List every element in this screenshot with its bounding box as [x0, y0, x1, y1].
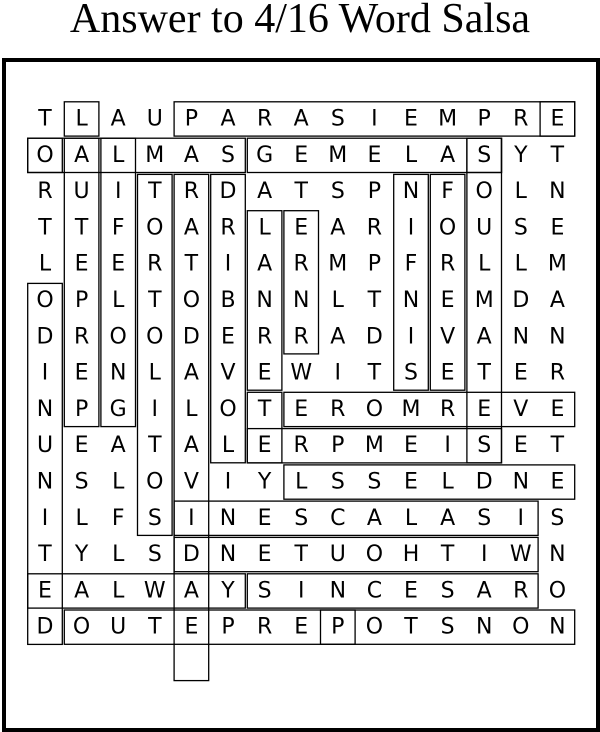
grid-cell: T	[38, 106, 52, 132]
grid-cell: S	[477, 433, 492, 459]
grid-cell: M	[328, 142, 348, 168]
answer-box	[394, 174, 429, 390]
grid-cell: N	[219, 505, 237, 531]
grid-cell: S	[257, 578, 272, 604]
grid-cell: E	[294, 215, 309, 241]
grid-cell: T	[550, 433, 565, 459]
grid-cell: N	[402, 288, 420, 313]
grid-cell: O	[146, 215, 164, 241]
grid-cell: O	[438, 215, 457, 241]
grid-cell: T	[440, 542, 455, 568]
grid-cell: D	[219, 179, 237, 205]
grid-cell: A	[330, 324, 346, 350]
page-title: Answer to 4/16 Word Salsa	[69, 0, 531, 42]
grid-cell: I	[151, 396, 159, 422]
grid-cell: N	[475, 614, 493, 640]
grid-cell: A	[257, 179, 273, 205]
grid-cell: L	[75, 106, 88, 132]
grid-cell: V	[440, 324, 456, 350]
grid-cell: O	[219, 396, 237, 422]
grid-cell: V	[513, 396, 529, 422]
grid-cell: A	[293, 106, 309, 132]
grid-cell: I	[188, 505, 195, 531]
grid-cell: E	[513, 360, 528, 386]
grid-cell: E	[184, 614, 199, 640]
grid-cell: T	[550, 142, 565, 168]
grid-cell: L	[185, 396, 198, 422]
grid-cell: P	[221, 614, 235, 640]
grid-cell: I	[224, 251, 232, 277]
grid-cell: D	[182, 324, 200, 350]
grid-cell: N	[549, 179, 566, 205]
grid-cell: S	[330, 179, 345, 205]
grid-cell: T	[148, 288, 162, 313]
grid-cell: E	[404, 106, 418, 132]
grid-cell: E	[294, 396, 309, 422]
grid-cell: N	[402, 179, 420, 205]
grid-cell: O	[512, 614, 530, 640]
grid-cell: I	[480, 542, 488, 568]
grid-cell: S	[440, 578, 455, 604]
grid-cell: R	[256, 106, 273, 132]
grid-cell: O	[365, 542, 384, 568]
grid-cell: U	[36, 433, 54, 459]
grid-cell: Y	[221, 578, 235, 604]
grid-cell: S	[477, 505, 492, 531]
grid-cell: L	[331, 288, 344, 313]
grid-cell: E	[294, 142, 309, 168]
grid-cell: T	[74, 215, 89, 241]
grid-cell: R	[549, 360, 566, 386]
grid-cell: F	[111, 505, 125, 531]
grid-cell: R	[513, 106, 529, 132]
grid-cell: A	[366, 505, 382, 531]
grid-cell: A	[440, 505, 456, 531]
answer-box	[430, 174, 465, 390]
grid-cell: O	[146, 324, 164, 350]
grid-cell: V	[183, 469, 199, 495]
grid-cell: A	[183, 578, 199, 604]
grid-cell: R	[183, 179, 200, 205]
grid-cell: E	[550, 396, 565, 422]
grid-cell: E	[550, 106, 565, 132]
grid-cell: W	[143, 578, 166, 604]
grid-cell: A	[330, 215, 346, 241]
grid-cell: M	[364, 433, 384, 459]
grid-cell: A	[476, 578, 492, 604]
grid-cell: R	[293, 251, 309, 277]
grid-cell: S	[147, 505, 162, 531]
grid-cell: T	[257, 396, 272, 422]
grid-cell: P	[331, 433, 345, 459]
grid-cell: P	[477, 106, 491, 132]
grid-cell: S	[330, 469, 345, 495]
grid-cell: H	[402, 542, 420, 568]
grid-cell: E	[74, 251, 89, 277]
grid-cell: U	[146, 106, 163, 132]
grid-cell: A	[183, 215, 199, 241]
grid-cell: C	[366, 578, 383, 604]
grid-cell: N	[549, 614, 566, 640]
grid-cell: S	[404, 360, 418, 386]
grid-cell: T	[367, 288, 382, 313]
grid-cell: T	[148, 433, 162, 459]
grid-cell: R	[439, 396, 456, 422]
grid-cell: L	[404, 142, 418, 168]
grid-cell: L	[404, 505, 418, 531]
grid-cell: U	[476, 215, 493, 241]
grid-cell: S	[477, 142, 492, 168]
grid-cell: L	[112, 142, 125, 168]
grid-cell: L	[514, 179, 527, 205]
answer-box	[284, 465, 575, 499]
grid-cell: I	[407, 215, 415, 241]
grid-cell: L	[514, 251, 527, 277]
grid-cell: E	[111, 251, 126, 277]
grid-cell: I	[517, 505, 525, 531]
grid-cell: I	[41, 360, 49, 386]
grid-cell: A	[440, 142, 456, 168]
grid-cell: I	[334, 360, 342, 386]
grid-cell: S	[330, 106, 345, 132]
answer-box	[28, 138, 246, 172]
answer-box	[174, 174, 209, 680]
grid-cell: O	[182, 288, 201, 313]
grid-cell: R	[37, 179, 53, 205]
grid-cell: B	[220, 288, 236, 313]
grid-cell: A	[183, 360, 199, 386]
grid-cell: Y	[514, 142, 528, 168]
grid-cell: F	[441, 179, 454, 205]
grid-cell: D	[36, 614, 54, 640]
grid-cell: O	[72, 614, 91, 640]
grid-cell: O	[36, 142, 54, 168]
grid-cell: E	[257, 542, 272, 568]
grid-cell: P	[367, 251, 382, 277]
grid-cell: E	[38, 578, 52, 604]
grid-cell: U	[329, 542, 346, 568]
grid-cell: E	[513, 433, 528, 459]
grid-cell: E	[74, 433, 89, 459]
grid-cell: E	[74, 360, 89, 386]
grid-cell: P	[184, 106, 199, 132]
grid-cell: R	[73, 324, 90, 350]
grid-cell: W	[290, 360, 313, 386]
grid-cell: N	[549, 324, 566, 350]
grid-cell: M	[328, 251, 348, 277]
grid-cell: T	[404, 614, 418, 640]
grid-cell: M	[401, 396, 421, 422]
grid-cell: D	[182, 542, 200, 568]
grid-cell: L	[112, 469, 125, 495]
grid-cell: T	[148, 614, 162, 640]
grid-cell: R	[513, 578, 529, 604]
grid-cell: T	[294, 179, 308, 205]
grid-cell: S	[221, 142, 235, 168]
grid-cell: T	[38, 542, 52, 568]
answer-box	[64, 610, 574, 644]
grid-cell: N	[512, 469, 530, 495]
grid-cell: E	[440, 360, 455, 386]
grid-cell: O	[548, 578, 567, 604]
grid-cell: D	[36, 324, 54, 350]
grid-cell: T	[294, 542, 308, 568]
grid-cell: M	[145, 142, 165, 168]
grid-cell: O	[109, 324, 127, 350]
grid-cell: E	[294, 614, 309, 640]
grid-cell: I	[114, 179, 122, 205]
grid-cell: L	[112, 288, 125, 313]
grid-cell: I	[371, 106, 378, 132]
grid-cell: E	[404, 433, 418, 459]
grid-cell: Y	[74, 542, 89, 568]
grid-cell: N	[329, 578, 347, 604]
grid-cell: A	[183, 433, 199, 459]
grid-cell: E	[440, 288, 455, 313]
grid-cell: D	[512, 288, 530, 313]
grid-cell: E	[550, 215, 565, 241]
grid-cell: I	[224, 469, 232, 495]
grid-cell: S	[74, 469, 89, 495]
grid-cell: E	[257, 505, 272, 531]
answer-box	[284, 392, 575, 426]
answer-box	[247, 574, 538, 608]
grid-cell: O	[36, 288, 54, 313]
grid-cell: O	[146, 469, 164, 495]
grid-cell: L	[295, 469, 308, 495]
grid-cell: D	[365, 324, 383, 350]
grid-cell: M	[474, 288, 494, 313]
grid-cell: N	[219, 542, 237, 568]
grid-cell: A	[74, 578, 90, 604]
grid-cell: U	[73, 179, 90, 205]
grid-cell: S	[440, 614, 455, 640]
grid-cell: F	[404, 251, 418, 277]
grid-cell: O	[365, 396, 384, 422]
grid-cell: I	[41, 505, 49, 531]
grid-cell: N	[512, 324, 530, 350]
grid-cell: T	[38, 215, 52, 241]
grid-cell: I	[407, 324, 415, 350]
grid-cell: A	[110, 106, 126, 132]
grid-cell: L	[38, 251, 52, 277]
grid-cell: A	[549, 288, 565, 313]
answer-box	[28, 574, 246, 608]
grid-cell: E	[477, 396, 492, 422]
grid-cell: D	[475, 469, 493, 495]
grid-cell: E	[367, 142, 382, 168]
grid-cell: S	[550, 505, 565, 531]
grid-cell: R	[293, 433, 309, 459]
grid-cell: C	[330, 505, 346, 531]
grid-cell: W	[509, 542, 532, 568]
grid-cell: E	[221, 324, 235, 350]
grid-cell: L	[148, 360, 161, 386]
grid-cell: L	[221, 433, 235, 459]
grid-cell: R	[220, 215, 236, 241]
grid-cell: U	[110, 614, 127, 640]
grid-cell: A	[183, 142, 199, 168]
grid-cell: R	[147, 251, 163, 277]
grid-cell: N	[36, 469, 54, 495]
grid-cell: E	[404, 578, 418, 604]
grid-cell: S	[294, 505, 309, 531]
grid-cell: R	[366, 215, 383, 241]
grid-cell: E	[257, 360, 272, 386]
grid-cell: P	[74, 288, 89, 313]
grid-cell: L	[112, 542, 125, 568]
grid-cell: A	[110, 433, 126, 459]
grid-cell: N	[292, 288, 310, 313]
grid-cell: R	[256, 614, 273, 640]
grid-cell: L	[75, 505, 88, 531]
grid-cell: M	[438, 106, 458, 132]
grid-cell: T	[477, 360, 491, 386]
grid-cell: L	[112, 578, 125, 604]
grid-cell: E	[257, 433, 272, 459]
grid-cell: I	[297, 578, 305, 604]
grid-cell: G	[109, 396, 127, 422]
grid-cell: E	[550, 469, 565, 495]
grid-cell: S	[367, 469, 382, 495]
grid-cell: T	[148, 179, 162, 205]
grid-cell: A	[476, 324, 492, 350]
grid-cell: N	[36, 396, 54, 422]
grid-cell: I	[444, 433, 451, 459]
grid-cell: L	[258, 215, 271, 241]
grid-cell: M	[547, 251, 567, 277]
grid-cell: A	[74, 142, 90, 168]
grid-cell: L	[441, 469, 454, 495]
grid-cell: T	[367, 360, 382, 386]
grid-cell: S	[147, 542, 162, 568]
grid-cell: P	[331, 614, 345, 640]
grid-cell: O	[365, 614, 384, 640]
grid-cell: R	[330, 396, 346, 422]
grid-cell: F	[111, 215, 125, 241]
grid-cell: E	[404, 469, 418, 495]
grid-cell: R	[256, 324, 273, 350]
grid-cell: T	[184, 251, 199, 277]
grid-cell: S	[513, 215, 528, 241]
grid-cell: P	[74, 396, 89, 422]
grid-letters	[36, 107, 567, 640]
grid-cell: O	[475, 179, 493, 205]
grid-cell: L	[478, 251, 491, 277]
grid-cell: N	[256, 288, 273, 313]
grid-cell: R	[293, 324, 309, 350]
grid-cell: P	[367, 179, 382, 205]
grid-cell: N	[549, 542, 566, 568]
grid-cell: N	[109, 360, 127, 386]
grid-cell: G	[256, 142, 274, 168]
grid-cell: A	[257, 251, 273, 277]
grid-cell: V	[220, 360, 236, 386]
grid-cell: Y	[257, 469, 272, 495]
grid-cell: A	[220, 106, 236, 132]
grid-cell: R	[439, 251, 456, 277]
